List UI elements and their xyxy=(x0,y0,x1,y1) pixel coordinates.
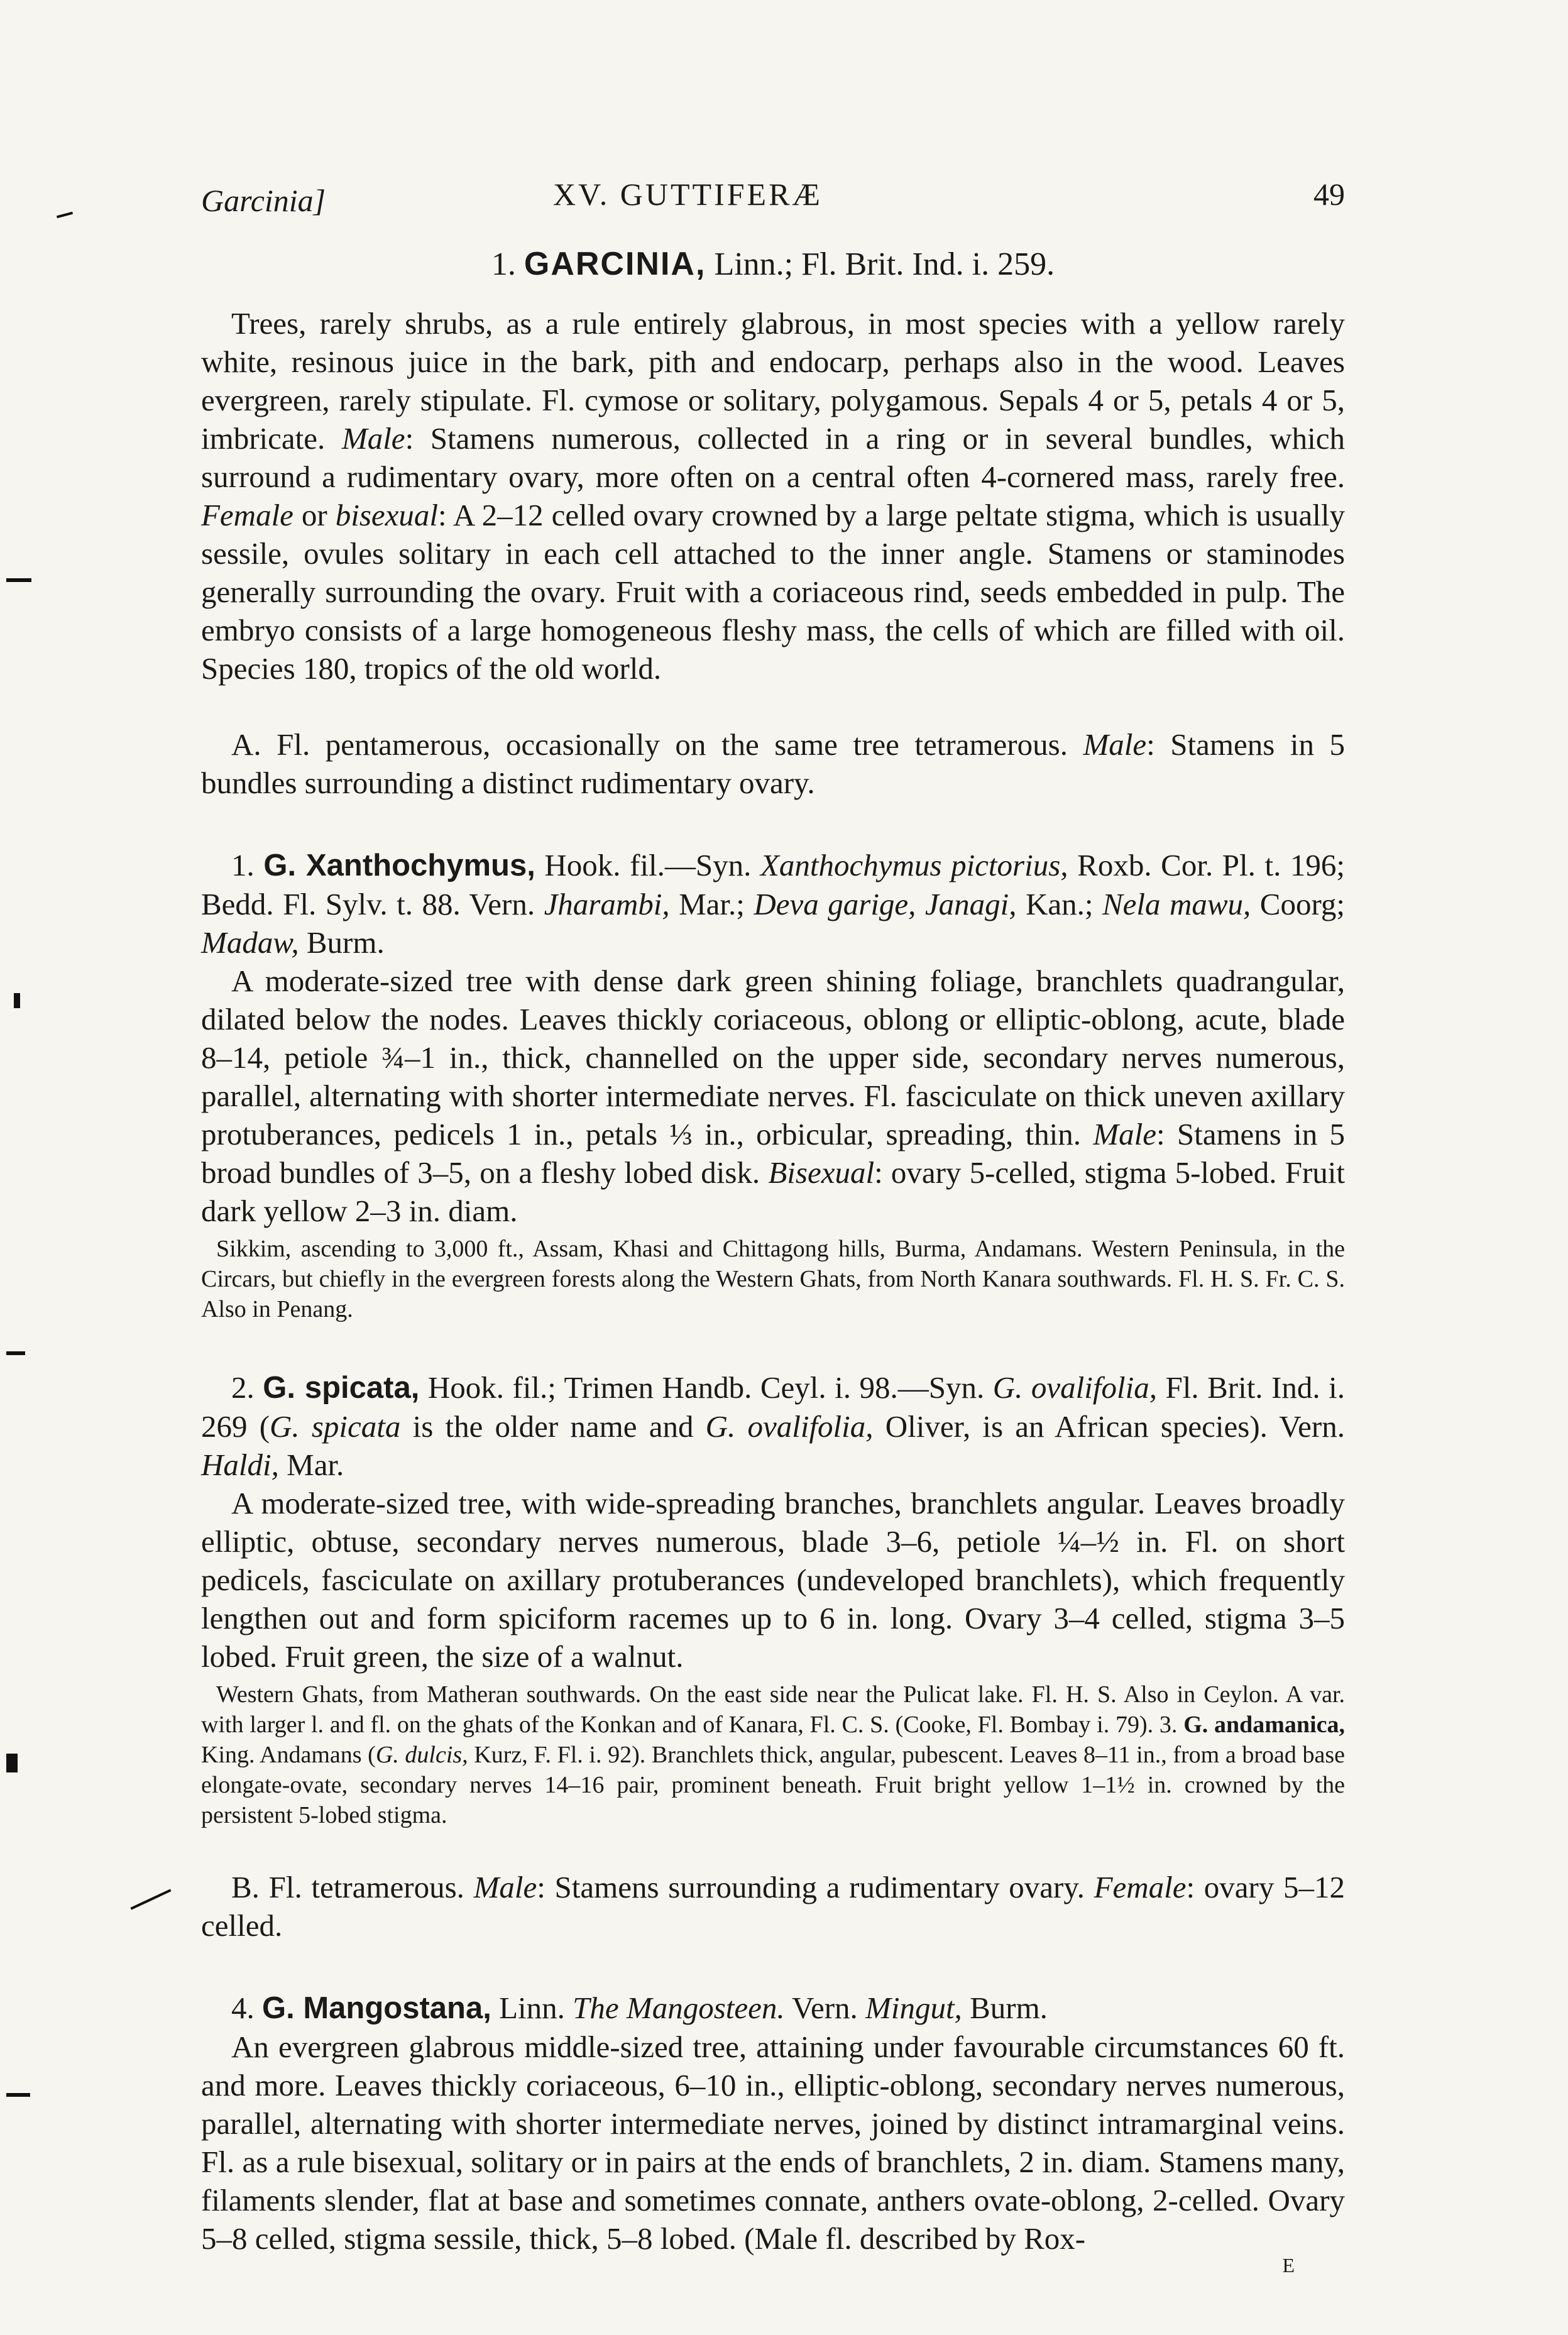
species-4-heading: 4. G. Mangostana, Linn. The Mangosteen. Vern. Mingut, Burm. xyxy=(231,1991,1048,2025)
species-name: G. spicata, xyxy=(263,1371,420,1405)
species-1-heading: 1. G. Xanthochymus, Hook. fil.—Syn. Xanthochymus pictorius, Roxb. Cor. Pl. t. 196; Bedd. Fl. Sylv. t. 88. Vern. Jharambi, Mar.; Deva garige, Janagi, Kan.; Nela mawu, Coorg; Madaw, Burm. xyxy=(201,848,1346,960)
margin-mark xyxy=(6,578,31,582)
margin-mark xyxy=(6,1351,25,1355)
species-name: G. Xanthochymus, xyxy=(263,849,535,882)
key-section-b: B. Fl. tetramerous. Male: Stamens surrounding a rudimentary ovary. Female: ovary 5–12 celled. xyxy=(201,1870,1345,1943)
species-name: G. Mangostana, xyxy=(262,1991,491,2025)
header-family: XV. GUTTIFERÆ xyxy=(553,177,823,212)
margin-mark xyxy=(6,2093,30,2097)
margin-mark xyxy=(57,212,73,219)
header-genus: Garcinia] xyxy=(201,183,326,218)
species-2-heading: 2. G. spicata, Hook. fil.; Trimen Handb. Ceyl. i. 98.—Syn. G. ovalifolia, Fl. Brit. Ind. i. 269 (G. spicata is the older name and G. ovalifolia, Oliver, is an African species). Vern. Haldi, Mar. xyxy=(201,1370,1345,1482)
margin-mark xyxy=(6,1754,18,1772)
genus-description: Trees, rarely shrubs, as a rule entirely glabrous, in most species with a yellow rarely white, resinous juice in the bark, pith and endocarp, perhaps also in the wood. Leaves evergreen, rarely stipulate. Fl. cymose or solitary, polygamous. Sepals 4 or 5, petals 4 or 5, imbricate. Male: Stamens numerous, collected in a ring or in several bundles, which surround a rudimentary ovary, more often on a central often 4-cornered mass, rarely free. Female or bisexual: A 2–12 celled ovary crowned by a large peltate stigma, which is usually sessile, ovules solitary in each cell attached to the inner angle. Stamens or staminodes generally surrounding the ovary. Fruit with a coriaceous rind, seeds embedded in pulp. The embryo consists of a large homogeneous fleshy mass, the cells of which are filled with oil. Species 180, tropics of the old world. xyxy=(201,306,1345,686)
page-number: 49 xyxy=(1313,177,1345,212)
signature-mark: E xyxy=(1282,2254,1295,2277)
species-2-notes: Western Ghats, from Matheran southwards. On the east side near the Pulicat lake. Fl. H. S. Also in Ceylon. A var. with larger l. and fl. on the ghats of the Konkan and of Kanara, Fl. C. S. (Cooke, Fl. Bombay i. 79). 3. G. andamanica, King. Andamans (G. dulcis, Kurz, F. Fl. i. 92). Branchlets thick, angular, pubescent. Leaves 8–11 in., from a broad base elongate-ovate, secondary nerves 14–16 pair, prominent beneath. Fruit bright yellow 1–1½ in. crowned by the persistent 5-lobed stigma. xyxy=(201,1681,1345,1828)
running-header xyxy=(201,157,1345,226)
genus-title xyxy=(201,245,1345,283)
genus-name: GARCINIA, xyxy=(524,246,706,282)
page xyxy=(201,157,1345,2277)
key-section-a: A. Fl. pentamerous, occasionally on the same tree tetramerous. Male: Stamens in 5 bundles surrounding a distinct rudimentary ovary. xyxy=(201,727,1345,800)
genus-authority: Linn.; Fl. Brit. Ind. i. 259. xyxy=(714,246,1055,282)
margin-mark xyxy=(130,1889,171,1909)
margin-mark xyxy=(14,993,20,1008)
species-4-description: An evergreen glabrous middle-sized tree, attaining under favourable circumstances 60 ft. and more. Leaves thickly coriaceous, 6–10 in., elliptic-oblong, secondary nerves numerous, parallel, alternating with shorter intermediate nerves, joined by distinct intramarginal veins. Fl. as a rule bisexual, solitary or in pairs at the ends of branchlets, 2 in. diam. Stamens many, filaments slender, flat at base and sometimes connate, anthers ovate-oblong, 2-celled. Ovary 5–8 celled, stigma sessile, thick, 5–8 lobed. (Male fl. described by Rox- xyxy=(201,2030,1345,2256)
genus-number: 1. xyxy=(491,246,516,282)
species-1-distribution: Sikkim, ascending to 3,000 ft., Assam, Khasi and Chittagong hills, Burma, Andamans. Western Peninsula, in the Circars, but chiefly in the evergreen forests along the Western Ghats, from North Kanara southwards. Fl. H. S. Fr. C. S. Also in Penang. xyxy=(201,1236,1345,1322)
species-2-description: A moderate-sized tree, with wide-spreading branches, branchlets angular. Leaves broadly elliptic, obtuse, secondary nerves numerous, blade 3–6, petiole ¼–½ in. Fl. on short pedicels, fasciculate on axillary protuberances (undeveloped branchlets), which frequently lengthen out and form spiciform racemes up to 6 in. long. Ovary 3–4 celled, stigma 3–5 lobed. Fruit green, the size of a walnut. xyxy=(201,1486,1345,1674)
species-1-description: A moderate-sized tree with dense dark green shining foliage, branchlets quadrangular, dilated below the nodes. Leaves thickly coriaceous, oblong or elliptic-oblong, acute, blade 8–14, petiole ¾–1 in., thick, channelled on the upper side, secondary nerves numerous, parallel, alternating with shorter intermediate nerves. Fl. fasciculate on thick uneven axillary protuberances, pedicels 1 in., petals ⅓ in., orbicular, spreading, thin. Male: Stamens in 5 broad bundles of 3–5, on a fleshy lobed disk. Bisexual: ovary 5-celled, stigma 5-lobed. Fruit dark yellow 2–3 in. diam. xyxy=(201,964,1346,1228)
